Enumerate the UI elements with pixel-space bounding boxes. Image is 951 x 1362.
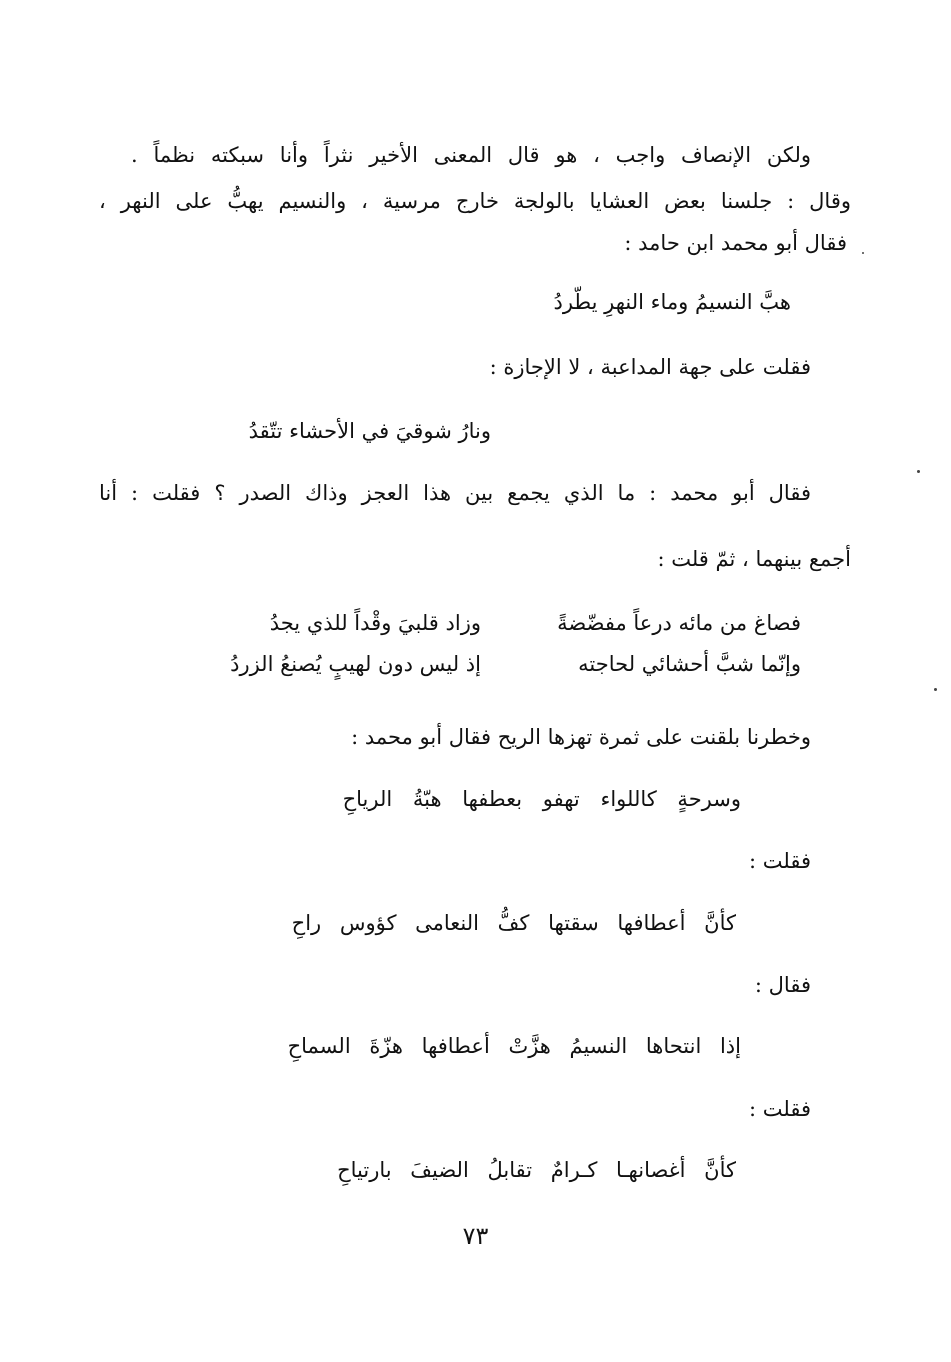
verse-line: كأنَّ أغصانهـا كـرامٌ تقابلُ الضيفَ بارتياحِ xyxy=(337,1158,736,1182)
verse-line: إذا انتحاها النسيمُ هزَّتْ أعطافها هزّةَ السماحِ xyxy=(287,1034,741,1058)
prose-line: فقلت : xyxy=(749,849,811,873)
poem-hemistich: وإنّما شبَّ أحشائي لحاجته xyxy=(578,652,801,676)
verse-line: ونارُ شوقيَ في الأحشاء تتّقدُ xyxy=(248,419,491,443)
verse-line: كأنَّ أعطافها سقتها كفُّ النعامى كؤوس راحِ xyxy=(291,911,736,935)
poem-hemistich: فصاغ من مائه درعاً مفضّضةً xyxy=(557,611,801,635)
verse-line: هبَّ النسيمُ وماء النهرِ يطّردُ xyxy=(553,290,791,314)
prose-line: أجمع بينهما ، ثمّ قلت : xyxy=(657,547,851,571)
prose-line: ولكن الإنصاف واجب ، هو قال المعنى الأخير نثراً وأنا سبكته نظماً . xyxy=(131,143,811,167)
page-number: ٧٣ xyxy=(462,1222,489,1250)
prose-line: فقال أبو محمد ابن حامد : xyxy=(624,231,847,255)
prose-line: فقال أبو محمد : ما الذي يجمع بين هذا العجز وذاك الصدر ؟ فقلت : أنا xyxy=(99,481,811,505)
verse-line: وسرحةٍ كاللواء تهفو بعطفها هبّةُ الرياحِ xyxy=(342,787,741,811)
scan-speck xyxy=(934,688,937,691)
poem-hemistich: وزاد قلبيَ وقْداً للذي يجدُ xyxy=(269,611,481,635)
prose-line: فقال : xyxy=(754,973,811,997)
prose-line: وخطرنا بلقنت على ثمرة تهزها الريح فقال أبو محمد : xyxy=(351,725,811,749)
scan-speck xyxy=(917,470,920,473)
poem-hemistich: إذ ليس دون لهيبٍ يُصنعُ الزردُ xyxy=(230,652,481,676)
prose-line: فقلت على جهة المداعبة ، لا الإجازة : xyxy=(489,355,811,379)
scan-speck xyxy=(862,252,864,254)
prose-line: فقلت : xyxy=(749,1097,811,1121)
prose-line: وقال : جلسنا بعض العشايا بالولجة خارج مرسية ، والنسيم يهبُّ على النهر ، xyxy=(99,189,851,213)
